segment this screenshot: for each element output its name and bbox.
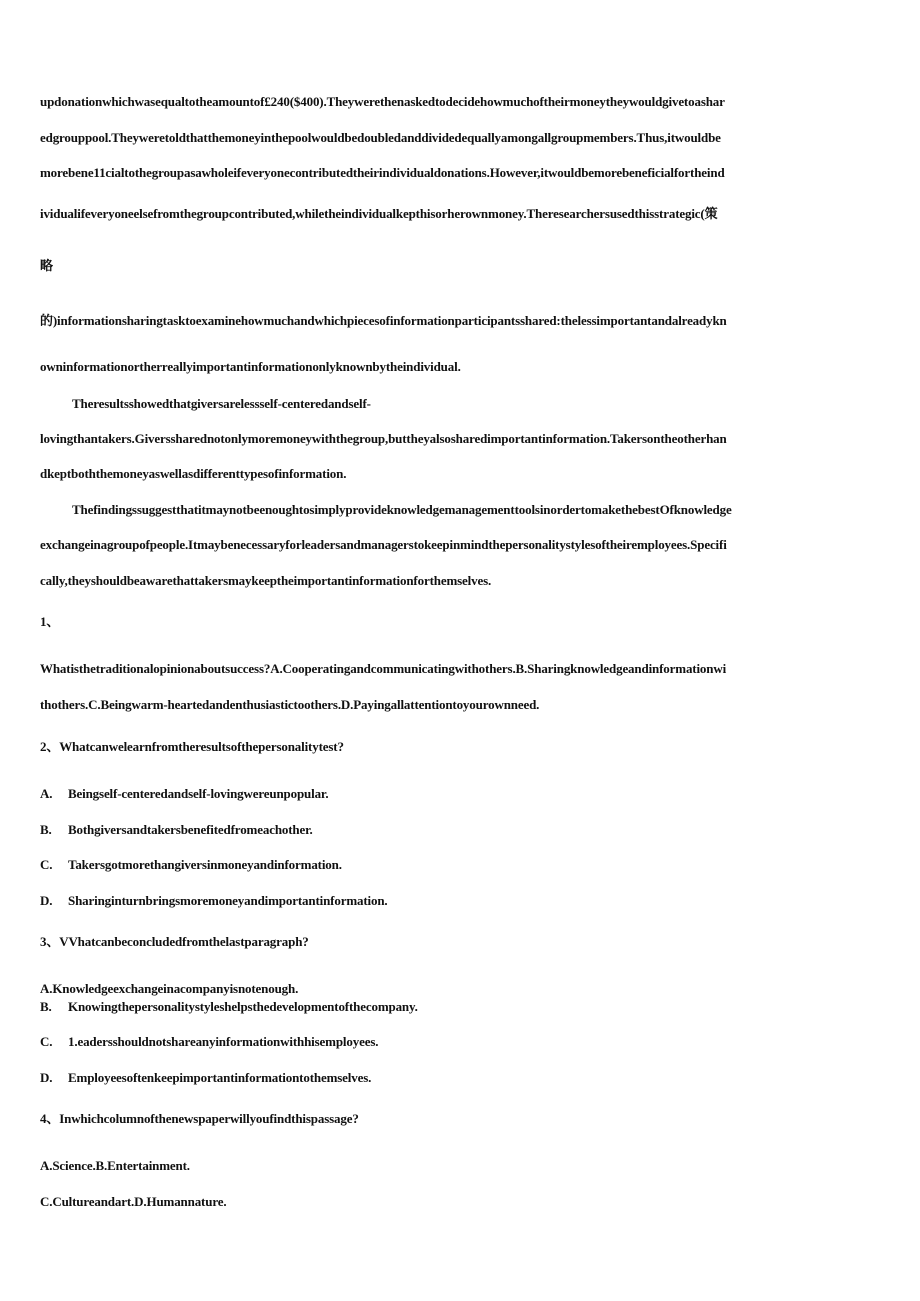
passage-line: lovingthantakers.Giverssharednotonlymoremoneywiththegroup,buttheyalsosharedimportantinformation.Takersontheotherhan bbox=[40, 431, 727, 446]
question-2-option-d bbox=[40, 893, 388, 909]
question-3-option-a: A.Knowledgeexchangeinacompanyisnotenough. bbox=[40, 981, 299, 996]
question-3-option-d bbox=[40, 1070, 371, 1086]
option-letter: A. bbox=[40, 786, 53, 801]
question-1-text: thothers.C.Beingwarm-heartedandenthusiastictoothers.D.Payingallattentiontoyourownneed. bbox=[40, 697, 540, 712]
question-3-option-b bbox=[40, 999, 418, 1015]
passage-line: exchangeinagroupofpeople.Itmaybenecessaryforleadersandmanagerstokeepinmindthepersonalitystylesoftheiremployees.Specifi bbox=[40, 537, 727, 552]
question-4-stem: 4、Inwhichcolumnofthenewspaperwillyoufindthispassage? bbox=[40, 1111, 359, 1126]
passage-line: morebene11cialtothegroupasawholeifeveryonecontributedtheirindividualdonations.However,itwouldbemorebeneficialfortheind bbox=[40, 165, 725, 180]
passage-line: cally,theyshouldbeawarethattakersmaykeeptheimportantinformationforthemselves. bbox=[40, 573, 492, 588]
option-letter: C. bbox=[40, 1034, 53, 1049]
question-2-option-a bbox=[40, 786, 328, 802]
passage-line: dkeptboththemoneyaswellasdifferenttypesofinformation. bbox=[40, 466, 347, 481]
option-letter: C. bbox=[40, 857, 53, 872]
question-3-stem: 3、VVhatcanbeconcludedfromthelastparagraph? bbox=[40, 934, 309, 949]
question-2-stem: 2、Whatcanwelearnfromtheresultsofthepersonalitytest? bbox=[40, 739, 344, 754]
option-text: Knowingthepersonalitystyleshelpsthedevelopmentofthecompany. bbox=[68, 999, 418, 1014]
question-1-number: 1、 bbox=[40, 614, 60, 629]
passage-line: updonationwhichwasequaltotheamountof£240($400).Theywerethenaskedtodecidehowmuchoftheirmoneytheywouldgivetoashar bbox=[40, 94, 725, 109]
question-2-option-c bbox=[40, 857, 342, 873]
option-text: Sharinginturnbringsmoremoneyandimportantinformation. bbox=[68, 893, 388, 908]
passage-line: 略 bbox=[40, 258, 53, 273]
question-1-text: Whatisthetraditionalopinionaboutsuccess?A.Cooperatingandcommunicatingwithothers.B.Sharingknowledgeandinformationwi bbox=[40, 661, 727, 676]
option-letter: D. bbox=[40, 893, 53, 908]
option-letter: B. bbox=[40, 822, 52, 837]
passage-line: owninformationortherreallyimportantinformationonlyknownbytheindividual. bbox=[40, 359, 461, 374]
passage-line: ividualifeveryoneelsefromthegroupcontributed,whiletheindividualkepthisorherownmoney.Theresearchersusedthisstrategic(策 bbox=[40, 206, 718, 221]
option-letter: B. bbox=[40, 999, 52, 1014]
question-3-option-c bbox=[40, 1034, 378, 1050]
passage-line: edgrouppool.Theyweretoldthatthemoneyinthepoolwouldbedoubledanddividedequallyamongallgroupmembers.Thus,itwouldbe bbox=[40, 130, 721, 145]
option-text: Beingself-centeredandself-lovingwereunpopular. bbox=[68, 786, 329, 801]
option-text: Employeesoftenkeepimportantinformationtothemselves. bbox=[68, 1070, 372, 1085]
option-text: 1.eadersshouldnotshareanyinformationwithhisemployees. bbox=[68, 1034, 379, 1049]
question-2-option-b bbox=[40, 822, 313, 838]
paragraph-start-line: ThefindingssuggestthatitmaynotbeenoughtosimplyprovideknowledgemanagementtoolsinordertomakethebestOfknowledge bbox=[72, 502, 732, 517]
passage-line: 的)informationsharingtasktoexaminehowmuchandwhichpiecesofinformationparticipantsshared:thelessimportantandalreadykn bbox=[40, 313, 727, 328]
question-4-options: A.Science.B.Entertainment. bbox=[40, 1158, 190, 1173]
question-4-options: C.Cultureandart.D.Humannature. bbox=[40, 1194, 227, 1209]
option-text: Bothgiversandtakersbenefitedfromeachother. bbox=[68, 822, 313, 837]
option-text: Takersgotmorethangiversinmoneyandinformation. bbox=[68, 857, 342, 872]
paragraph-start-line: Theresultsshowedthatgiversarelessself-centeredandself- bbox=[72, 396, 371, 411]
option-letter: D. bbox=[40, 1070, 53, 1085]
